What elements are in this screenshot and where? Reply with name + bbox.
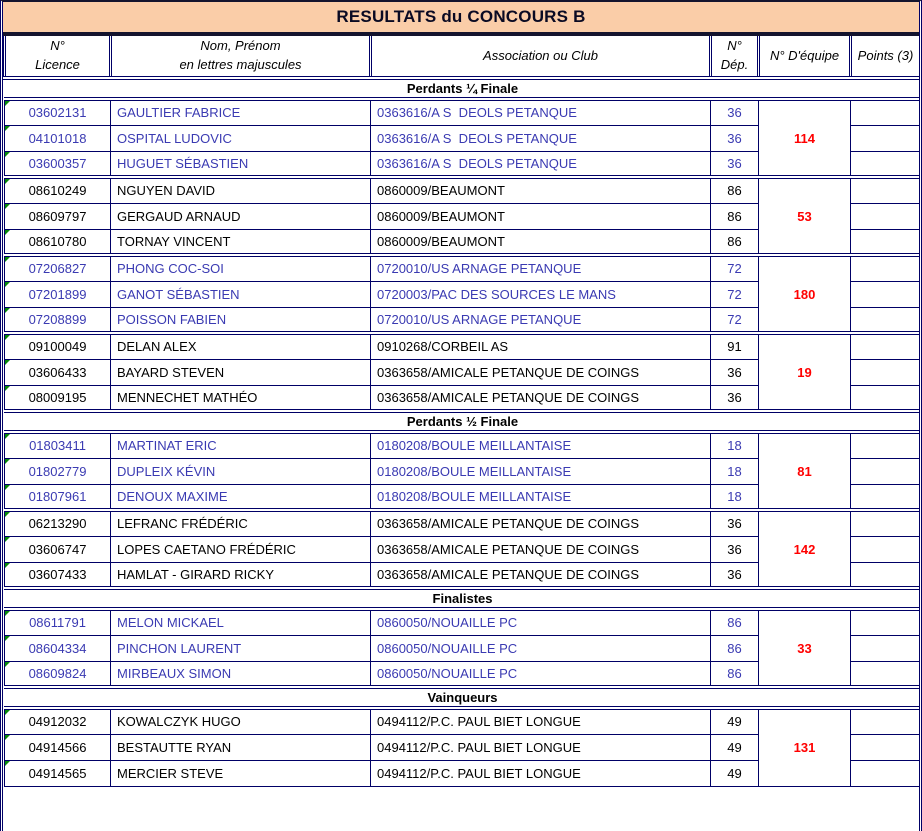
title-band <box>3 2 919 36</box>
number-stored-as-text-flag-icon <box>5 204 10 209</box>
player-row <box>5 609 921 635</box>
club-cell: 0494112/P.C. PAUL BIET LONGUE <box>371 708 711 734</box>
number-stored-as-text-flag-icon <box>5 308 10 313</box>
number-stored-as-text-flag-icon <box>5 230 10 235</box>
player-name-cell: BAYARD STEVEN <box>111 359 371 385</box>
licence-value: 06213290 <box>28 516 87 532</box>
team-number-cell: 180 <box>759 255 851 333</box>
club-cell: 0363658/AMICALE PETANQUE DE COINGS <box>371 536 711 562</box>
number-stored-as-text-flag-icon <box>5 152 10 157</box>
licence-value: 01802779 <box>28 463 87 479</box>
page-title: RESULTATS du CONCOURS B <box>336 7 586 26</box>
section-heading: Perdants ½ Finale <box>5 411 921 432</box>
licence-value: 03607433 <box>28 566 87 582</box>
player-name-cell: OSPITAL LUDOVIC <box>111 125 371 151</box>
number-stored-as-text-flag-icon <box>5 512 10 517</box>
dept-cell: 18 <box>711 458 759 484</box>
col-header-line: Association ou Club <box>483 47 598 63</box>
player-row <box>5 432 921 458</box>
team-number-cell: 131 <box>759 708 851 786</box>
section-band <box>5 411 921 432</box>
section-band <box>5 588 921 609</box>
points-cell <box>851 203 921 229</box>
player-name-cell: MIRBEAUX SIMON <box>111 661 371 687</box>
team-number-cell: 114 <box>759 99 851 177</box>
col-header-line: N° D'équipe <box>769 47 840 63</box>
section-heading: Perdants ¼ Finale <box>5 78 921 99</box>
licence-value: 03602131 <box>28 105 87 121</box>
col-header-licence <box>5 36 111 78</box>
col-header-name <box>111 36 371 78</box>
dept-cell: 91 <box>711 333 759 359</box>
col-header-line: en lettres majuscules <box>179 57 302 72</box>
dept-cell: 18 <box>711 484 759 510</box>
licence-value: 08610249 <box>28 183 87 199</box>
player-name-cell: LEFRANC FRÉDÉRIC <box>111 510 371 536</box>
points-cell <box>851 661 921 687</box>
licence-cell <box>5 609 111 635</box>
licence-value: 03600357 <box>28 155 87 171</box>
club-cell: 0860009/BEAUMONT <box>371 229 711 255</box>
dept-cell: 36 <box>711 125 759 151</box>
licence-value: 08604334 <box>28 640 87 656</box>
col-header-line: Dép. <box>720 57 749 72</box>
dept-cell: 72 <box>711 307 759 333</box>
dept-cell: 36 <box>711 385 759 411</box>
number-stored-as-text-flag-icon <box>5 386 10 391</box>
section-band <box>5 687 921 708</box>
points-cell <box>851 177 921 203</box>
points-cell <box>851 484 921 510</box>
player-name-cell: HUGUET SÉBASTIEN <box>111 151 371 177</box>
licence-value: 08009195 <box>28 389 87 405</box>
team-number-cell: 19 <box>759 333 851 411</box>
licence-cell <box>5 177 111 203</box>
licence-value: 07206827 <box>28 261 87 277</box>
points-cell <box>851 99 921 125</box>
header-row <box>5 36 921 78</box>
player-name-cell: HAMLAT - GIRARD RICKY <box>111 562 371 588</box>
number-stored-as-text-flag-icon <box>5 434 10 439</box>
team-number-cell: 81 <box>759 432 851 510</box>
points-cell <box>851 609 921 635</box>
licence-cell <box>5 359 111 385</box>
licence-cell <box>5 458 111 484</box>
club-cell: 0720003/PAC DES SOURCES LE MANS <box>371 281 711 307</box>
player-name-cell: PINCHON LAURENT <box>111 635 371 661</box>
points-cell <box>851 125 921 151</box>
col-header-line: Licence <box>35 57 80 72</box>
club-cell: 0363616/A S DEOLS PETANQUE <box>371 99 711 125</box>
dept-cell: 72 <box>711 255 759 281</box>
licence-cell <box>5 661 111 687</box>
points-cell <box>851 536 921 562</box>
dept-cell: 36 <box>711 359 759 385</box>
dept-cell: 86 <box>711 661 759 687</box>
club-cell: 0494112/P.C. PAUL BIET LONGUE <box>371 760 711 786</box>
team-number-cell: 142 <box>759 510 851 588</box>
club-cell: 0180208/BOULE MEILLANTAISE <box>371 484 711 510</box>
player-name-cell: GERGAUD ARNAUD <box>111 203 371 229</box>
number-stored-as-text-flag-icon <box>5 636 10 641</box>
col-header-line: Points (3) <box>857 47 914 63</box>
team-number-cell: 33 <box>759 609 851 687</box>
club-cell: 0363658/AMICALE PETANQUE DE COINGS <box>371 385 711 411</box>
player-name-cell: TORNAY VINCENT <box>111 229 371 255</box>
points-cell <box>851 281 921 307</box>
player-name-cell: DUPLEIX KÉVIN <box>111 458 371 484</box>
points-cell <box>851 432 921 458</box>
number-stored-as-text-flag-icon <box>5 662 10 667</box>
points-cell <box>851 734 921 760</box>
dept-cell: 36 <box>711 562 759 588</box>
licence-cell <box>5 760 111 786</box>
club-cell: 0860050/NOUAILLE PC <box>371 609 711 635</box>
number-stored-as-text-flag-icon <box>5 459 10 464</box>
licence-value: 01807961 <box>28 488 87 504</box>
licence-cell <box>5 307 111 333</box>
licence-value: 08609824 <box>28 665 87 681</box>
player-name-cell: LOPES CAETANO FRÉDÉRIC <box>111 536 371 562</box>
licence-cell <box>5 151 111 177</box>
licence-cell <box>5 99 111 125</box>
player-name-cell: MERCIER STEVE <box>111 760 371 786</box>
col-header-line: N° <box>50 38 65 54</box>
player-name-cell: MELON MICKAEL <box>111 609 371 635</box>
club-cell: 0860009/BEAUMONT <box>371 177 711 203</box>
club-cell: 0363658/AMICALE PETANQUE DE COINGS <box>371 359 711 385</box>
points-cell <box>851 307 921 333</box>
dept-cell: 86 <box>711 203 759 229</box>
number-stored-as-text-flag-icon <box>5 735 10 740</box>
licence-value: 04914566 <box>28 739 87 755</box>
dept-cell: 49 <box>711 708 759 734</box>
number-stored-as-text-flag-icon <box>5 485 10 490</box>
club-cell: 0720010/US ARNAGE PETANQUE <box>371 255 711 281</box>
club-cell: 0363616/A S DEOLS PETANQUE <box>371 151 711 177</box>
points-cell <box>851 385 921 411</box>
player-row <box>5 708 921 734</box>
licence-cell <box>5 510 111 536</box>
player-name-cell: PHONG COC-SOI <box>111 255 371 281</box>
col-header-team-number <box>759 36 851 78</box>
licence-value: 04912032 <box>28 714 87 730</box>
player-name-cell: DELAN ALEX <box>111 333 371 359</box>
licence-cell <box>5 255 111 281</box>
points-cell <box>851 359 921 385</box>
player-name-cell: DENOUX MAXIME <box>111 484 371 510</box>
club-cell: 0910268/CORBEIL AS <box>371 333 711 359</box>
licence-cell <box>5 734 111 760</box>
dept-cell: 36 <box>711 536 759 562</box>
player-row <box>5 99 921 125</box>
number-stored-as-text-flag-icon <box>5 179 10 184</box>
club-cell: 0363658/AMICALE PETANQUE DE COINGS <box>371 562 711 588</box>
licence-value: 07201899 <box>28 286 87 302</box>
licence-cell <box>5 229 111 255</box>
col-header-dept <box>711 36 759 78</box>
licence-value: 04101018 <box>28 130 87 146</box>
section-heading: Finalistes <box>5 588 921 609</box>
club-cell: 0720010/US ARNAGE PETANQUE <box>371 307 711 333</box>
licence-value: 08610780 <box>28 233 87 249</box>
player-name-cell: MARTINAT ERIC <box>111 432 371 458</box>
club-cell: 0494112/P.C. PAUL BIET LONGUE <box>371 734 711 760</box>
player-name-cell: NGUYEN DAVID <box>111 177 371 203</box>
player-name-cell: KOWALCZYK HUGO <box>111 708 371 734</box>
dept-cell: 49 <box>711 734 759 760</box>
licence-cell <box>5 635 111 661</box>
dept-cell: 86 <box>711 229 759 255</box>
number-stored-as-text-flag-icon <box>5 710 10 715</box>
number-stored-as-text-flag-icon <box>5 611 10 616</box>
points-cell <box>851 635 921 661</box>
licence-value: 08609797 <box>28 208 87 224</box>
licence-cell <box>5 125 111 151</box>
licence-value: 09100049 <box>28 339 87 355</box>
player-row <box>5 510 921 536</box>
points-cell <box>851 151 921 177</box>
club-cell: 0363616/A S DEOLS PETANQUE <box>371 125 711 151</box>
licence-cell <box>5 562 111 588</box>
licence-value: 08611791 <box>29 615 86 631</box>
club-cell: 0860050/NOUAILLE PC <box>371 635 711 661</box>
number-stored-as-text-flag-icon <box>5 126 10 131</box>
club-cell: 0180208/BOULE MEILLANTAISE <box>371 432 711 458</box>
player-row <box>5 333 921 359</box>
club-cell: 0363658/AMICALE PETANQUE DE COINGS <box>371 510 711 536</box>
points-cell <box>851 255 921 281</box>
dept-cell: 49 <box>711 760 759 786</box>
player-row <box>5 255 921 281</box>
dept-cell: 18 <box>711 432 759 458</box>
dept-cell: 36 <box>711 99 759 125</box>
dept-cell: 86 <box>711 177 759 203</box>
licence-cell <box>5 385 111 411</box>
licence-cell <box>5 484 111 510</box>
points-cell <box>851 333 921 359</box>
number-stored-as-text-flag-icon <box>5 335 10 340</box>
licence-value: 03606747 <box>28 541 87 557</box>
licence-cell <box>5 281 111 307</box>
col-header-line: Nom, Prénom <box>200 38 281 54</box>
results-table <box>3 36 922 787</box>
licence-value: 04914565 <box>28 765 87 781</box>
player-name-cell: BESTAUTTE RYAN <box>111 734 371 760</box>
col-header-line: N° <box>727 38 742 54</box>
licence-cell <box>5 203 111 229</box>
number-stored-as-text-flag-icon <box>5 257 10 262</box>
licence-cell <box>5 536 111 562</box>
dept-cell: 86 <box>711 609 759 635</box>
player-row <box>5 177 921 203</box>
club-cell: 0860009/BEAUMONT <box>371 203 711 229</box>
number-stored-as-text-flag-icon <box>5 360 10 365</box>
section-heading: Vainqueurs <box>5 687 921 708</box>
number-stored-as-text-flag-icon <box>5 537 10 542</box>
dept-cell: 36 <box>711 510 759 536</box>
licence-cell <box>5 708 111 734</box>
points-cell <box>851 458 921 484</box>
number-stored-as-text-flag-icon <box>5 761 10 766</box>
player-name-cell: GANOT SÉBASTIEN <box>111 281 371 307</box>
club-cell: 0180208/BOULE MEILLANTAISE <box>371 458 711 484</box>
player-name-cell: GAULTIER FABRICE <box>111 99 371 125</box>
licence-cell <box>5 432 111 458</box>
col-header-club <box>371 36 711 78</box>
dept-cell: 36 <box>711 151 759 177</box>
points-cell <box>851 562 921 588</box>
col-header-points <box>851 36 921 78</box>
dept-cell: 72 <box>711 281 759 307</box>
licence-cell <box>5 333 111 359</box>
points-cell <box>851 708 921 734</box>
points-cell <box>851 510 921 536</box>
licence-value: 03606433 <box>28 364 87 380</box>
club-cell: 0860050/NOUAILLE PC <box>371 661 711 687</box>
section-band <box>5 78 921 99</box>
team-number-cell: 53 <box>759 177 851 255</box>
number-stored-as-text-flag-icon <box>5 101 10 106</box>
licence-value: 07208899 <box>28 311 87 327</box>
number-stored-as-text-flag-icon <box>5 563 10 568</box>
points-cell <box>851 229 921 255</box>
player-name-cell: POISSON FABIEN <box>111 307 371 333</box>
dept-cell: 86 <box>711 635 759 661</box>
points-cell <box>851 760 921 786</box>
number-stored-as-text-flag-icon <box>5 282 10 287</box>
licence-value: 01803411 <box>29 438 86 454</box>
player-name-cell: MENNECHET MATHÉO <box>111 385 371 411</box>
